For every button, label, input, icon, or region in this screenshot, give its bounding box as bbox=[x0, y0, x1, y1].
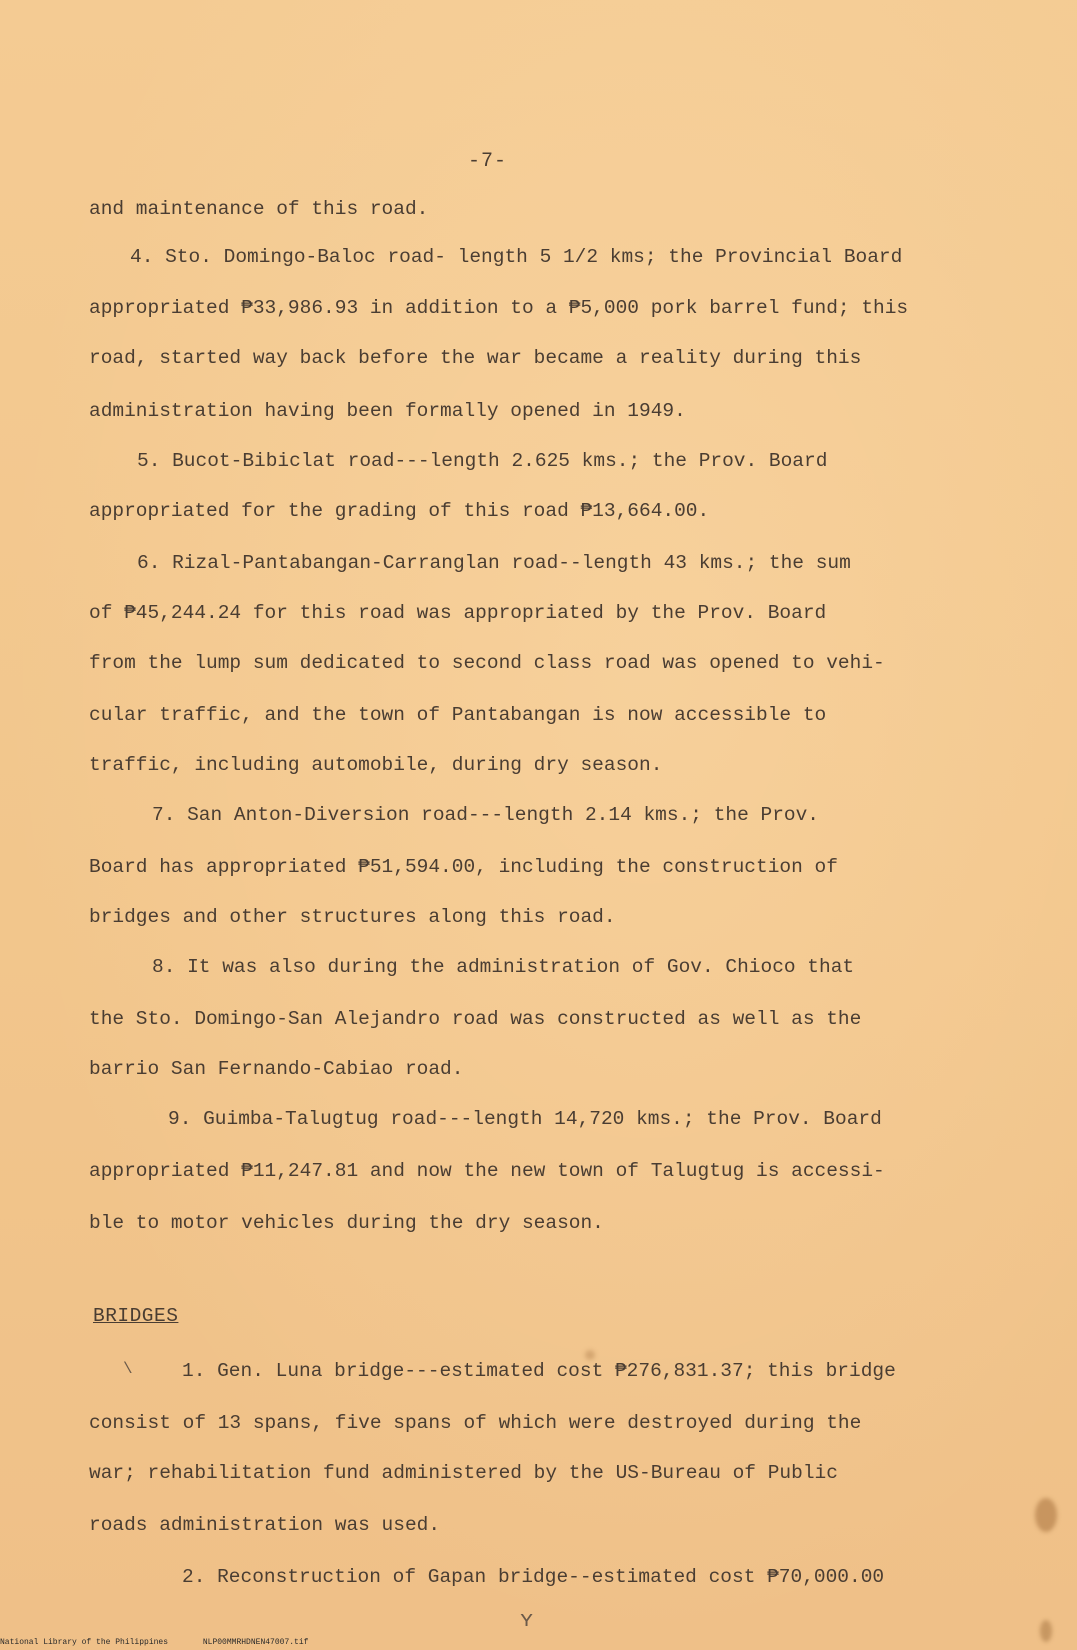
stain-mark bbox=[585, 1350, 595, 1360]
handwritten-mark: ʏ bbox=[520, 1608, 534, 1633]
pencil-mark: \ bbox=[123, 1360, 133, 1378]
text-line: ble to motor vehicles during the dry season. bbox=[89, 1212, 604, 1234]
footer-file-id: NLP00MMRHDNEN47007.tif bbox=[202, 1638, 309, 1647]
text-line: 1. Gen. Luna bridge---estimated cost ₱276,831.37; this bridge bbox=[182, 1360, 896, 1382]
text-line: consist of 13 spans, five spans of which were destroyed during the bbox=[89, 1412, 862, 1434]
text-line: administration having been formally opened in 1949. bbox=[89, 400, 686, 422]
text-line: of ₱45,244.24 for this road was appropriated by the Prov. Board bbox=[89, 602, 827, 624]
text-line: 2. Reconstruction of Gapan bridge--estimated cost ₱70,000.00 bbox=[182, 1566, 885, 1588]
text-line: Board has appropriated ₱51,594.00, including the construction of bbox=[89, 856, 838, 878]
text-line: traffic, including automobile, during dry season. bbox=[89, 754, 663, 776]
text-line: and maintenance of this road. bbox=[89, 198, 429, 220]
stain-mark bbox=[1040, 1620, 1052, 1642]
footer-library: National Library of the Philippines bbox=[0, 1638, 169, 1647]
text-line: bridges and other structures along this road. bbox=[89, 906, 616, 928]
stain-mark bbox=[1035, 1498, 1057, 1532]
text-line: 4. Sto. Domingo-Baloc road- length 5 1/2 kms; the Provincial Board bbox=[130, 246, 903, 268]
text-line: the Sto. Domingo-San Alejandro road was constructed as well as the bbox=[89, 1008, 862, 1030]
text-line: barrio San Fernando-Cabiao road. bbox=[89, 1058, 464, 1080]
text-line: roads administration was used. bbox=[89, 1514, 441, 1536]
section-heading-bridges: BRIDGES bbox=[93, 1305, 179, 1327]
page-number: -7- bbox=[468, 150, 508, 173]
text-line: from the lump sum dedicated to second class road was opened to vehi- bbox=[89, 652, 885, 674]
text-line: cular traffic, and the town of Pantabangan is now accessible to bbox=[89, 704, 827, 726]
text-line: appropriated for the grading of this road ₱13,664.00. bbox=[89, 500, 710, 522]
text-line: 8. It was also during the administration of Gov. Chioco that bbox=[152, 956, 855, 978]
text-line: road, started way back before the war became a reality during this bbox=[89, 347, 862, 369]
text-line: 6. Rizal-Pantabangan-Carranglan road--length 43 kms.; the sum bbox=[137, 552, 851, 574]
footer bbox=[0, 1638, 338, 1648]
text-line: appropriated ₱33,986.93 in addition to a ₱5,000 pork barrel fund; this bbox=[89, 297, 909, 319]
text-line: 5. Bucot-Bibiclat road---length 2.625 kms.; the Prov. Board bbox=[137, 450, 828, 472]
text-line: appropriated ₱11,247.81 and now the new town of Talugtug is accessi- bbox=[89, 1160, 885, 1182]
text-line: war; rehabilitation fund administered by the US-Bureau of Public bbox=[89, 1462, 838, 1484]
text-line: 9. Guimba-Talugtug road---length 14,720 kms.; the Prov. Board bbox=[168, 1108, 882, 1130]
text-line: 7. San Anton-Diversion road---length 2.14 kms.; the Prov. bbox=[152, 804, 820, 826]
